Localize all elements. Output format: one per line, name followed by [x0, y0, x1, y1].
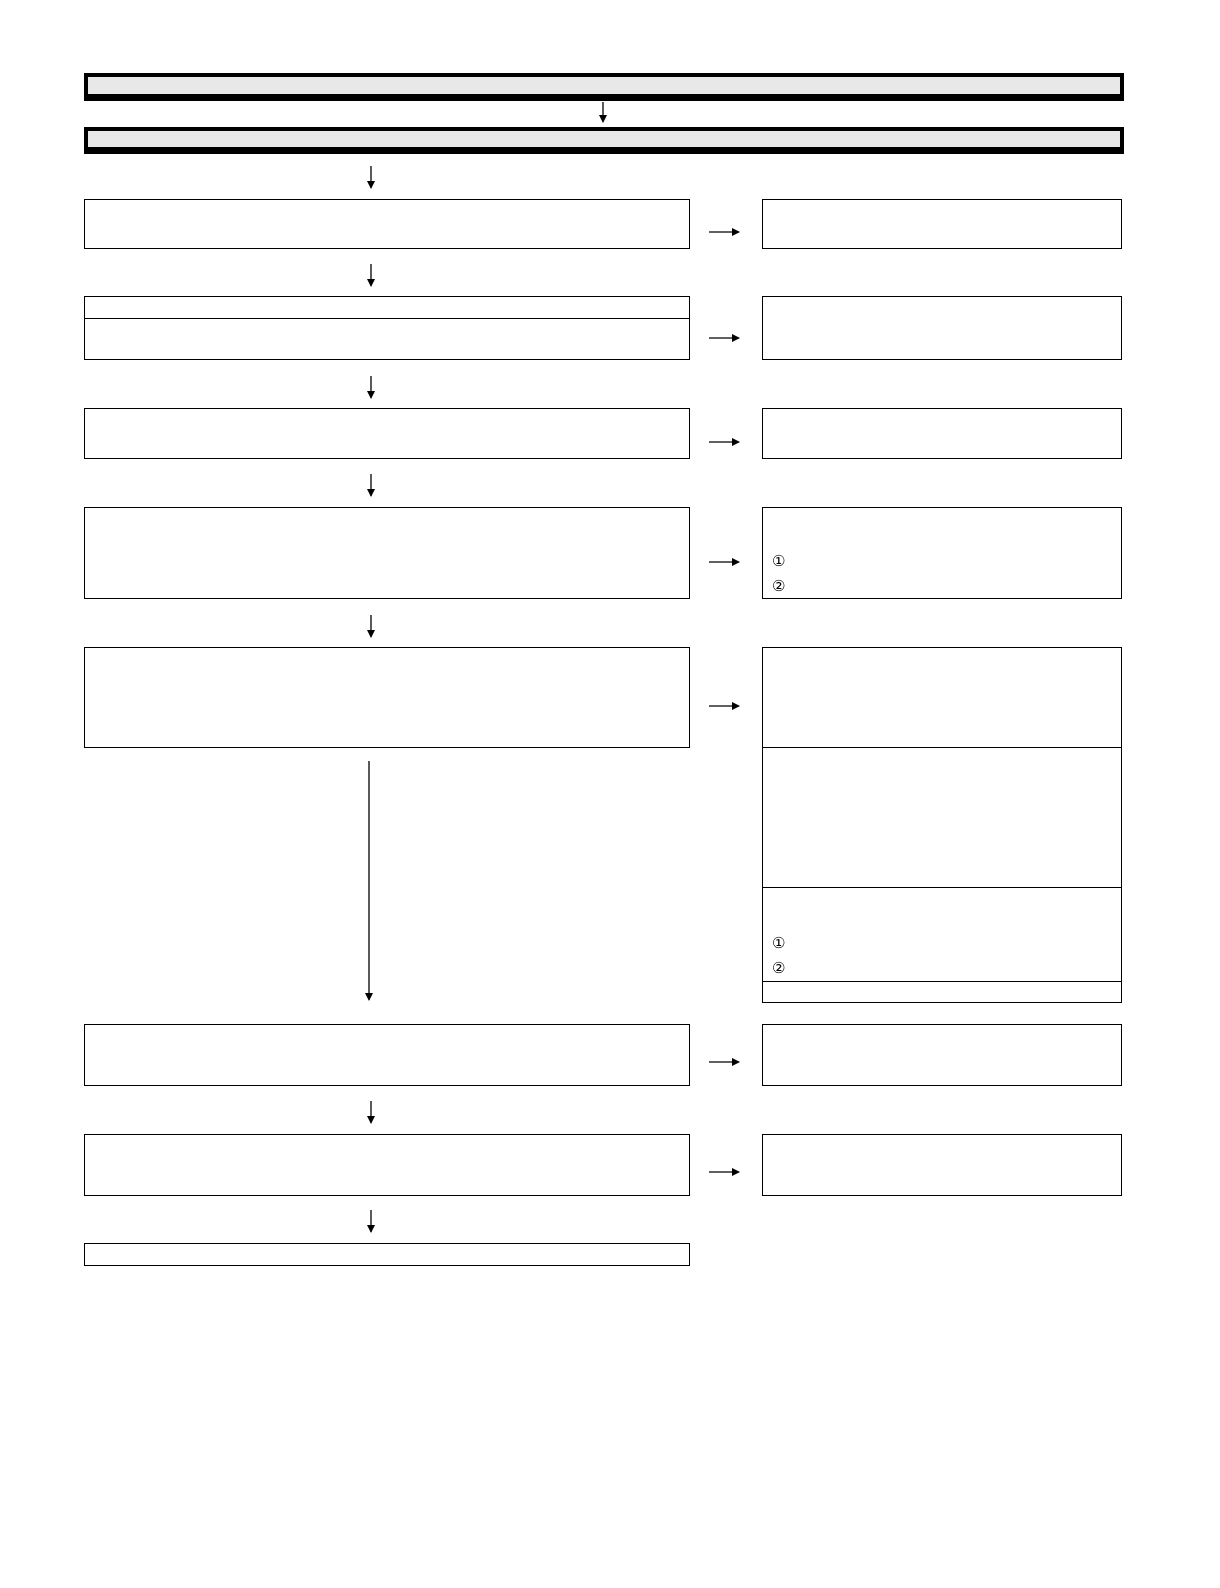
- circled-one-marker: ①: [772, 552, 786, 570]
- circled-two-marker: ②: [772, 577, 786, 595]
- circled-two-marker: ②: [772, 959, 786, 977]
- circled-one-marker: ①: [772, 934, 786, 952]
